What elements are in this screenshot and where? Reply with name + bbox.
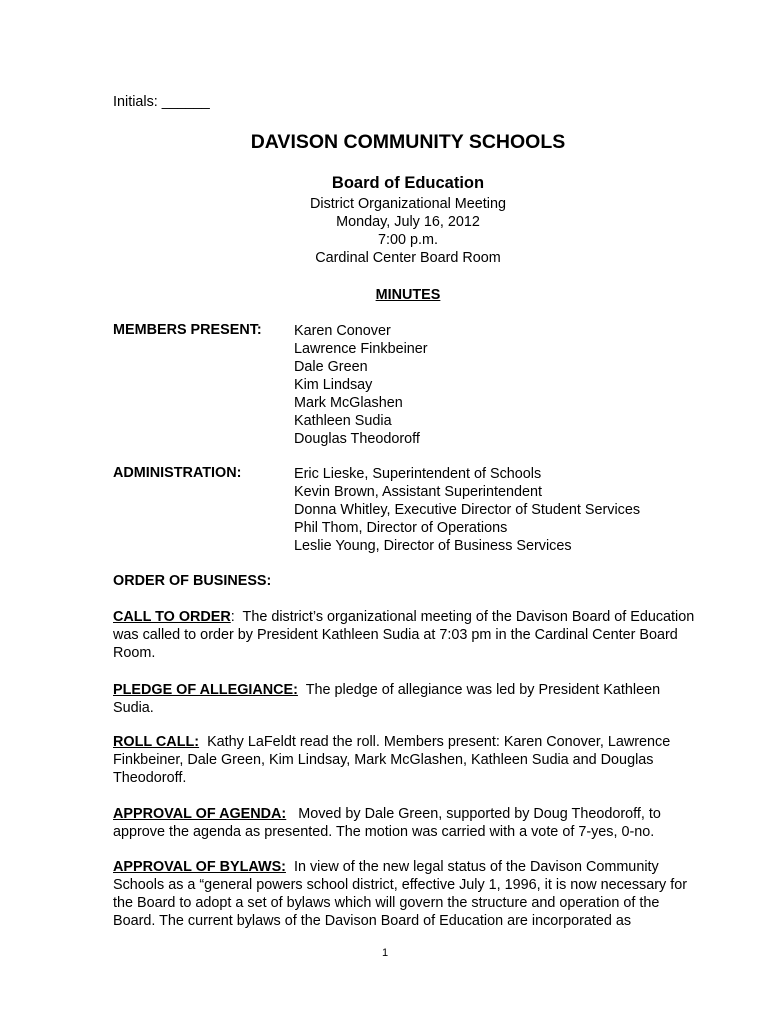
approval-of-agenda-text: Moved by Dale Green, supported by Doug Theodoroff, to approve the agenda as presented. The motion was carried with a vote of 7-yes, 0-no.	[113, 806, 661, 840]
meeting-time: 7:00 p.m.	[378, 232, 438, 248]
member-name: Dale Green	[294, 359, 368, 375]
call-to-order-paragraph	[113, 608, 698, 662]
pledge-paragraph	[113, 681, 698, 717]
meeting-date: Monday, July 16, 2012	[336, 214, 480, 230]
member-name: Kim Lindsay	[294, 377, 373, 393]
approval-of-agenda-heading: APPROVAL OF AGENDA:	[113, 806, 287, 822]
separator	[286, 806, 298, 822]
administrator-entry: Phil Thom, Director of Operations	[294, 520, 508, 536]
administrator-entry: Kevin Brown, Assistant Superintendent	[294, 484, 542, 500]
members-present-label: MEMBERS PRESENT:	[113, 322, 262, 338]
pledge-heading: PLEDGE OF ALLEGIANCE:	[113, 682, 298, 698]
member-name: Douglas Theodoroff	[294, 431, 420, 447]
call-to-order-heading: CALL TO ORDER	[113, 609, 231, 625]
order-of-business-heading: ORDER OF BUSINESS:	[113, 573, 272, 589]
member-name: Lawrence Finkbeiner	[294, 341, 428, 357]
page-number: 1	[381, 947, 389, 959]
pledge-text: The pledge of allegiance was led by President Kathleen Sudia.	[113, 682, 661, 716]
members-present-list	[294, 322, 428, 448]
separator	[286, 859, 294, 875]
meeting-info	[0, 195, 770, 267]
roll-call-heading: ROLL CALL:	[113, 734, 200, 750]
roll-call-paragraph	[113, 733, 698, 787]
board-title: Board of Education	[331, 174, 485, 192]
administrator-entry: Eric Lieske, Superintendent of Schools	[294, 466, 542, 482]
meeting-location: Cardinal Center Board Room	[315, 250, 501, 266]
approval-of-bylaws-heading: APPROVAL OF BYLAWS:	[113, 859, 286, 875]
administration-label: ADMINISTRATION:	[113, 465, 242, 481]
approval-of-bylaws-text: In view of the new legal status of the Davison Community Schools as a “general powers school district, effective July 1, 1996, it is now necessary for the Board to adopt a set of bylaws which will govern the structure and operation of the Board. The current bylaws of the Davison Board of Education are incorporated as	[113, 859, 688, 929]
meeting-type: District Organizational Meeting	[310, 196, 506, 212]
member-name: Kathleen Sudia	[294, 413, 392, 429]
separator	[199, 734, 207, 750]
member-name: Karen Conover	[294, 323, 391, 339]
call-to-order-text: The district’s organizational meeting of the Davison Board of Education was called to order by President Kathleen Sudia at 7:03 pm in the Cardinal Center Board Room.	[113, 609, 695, 661]
organization-title: DAVISON COMMUNITY SCHOOLS	[250, 131, 566, 153]
approval-of-bylaws-paragraph	[113, 858, 698, 930]
member-name: Mark McGlashen	[294, 395, 403, 411]
separator: :	[230, 609, 243, 625]
roll-call-text: Kathy LaFeldt read the roll. Members present: Karen Conover, Lawrence Finkbeiner, Dale Green, Kim Lindsay, Mark McGlashen, Kathleen Sudia and Douglas Theodoroff.	[113, 734, 671, 786]
approval-of-agenda-paragraph	[113, 805, 698, 841]
administrator-entry: Donna Whitley, Executive Director of Student Services	[294, 502, 641, 518]
separator	[298, 682, 306, 698]
administrator-entry: Leslie Young, Director of Business Services	[294, 538, 572, 554]
minutes-heading: MINUTES	[375, 287, 441, 303]
administration-list	[294, 465, 640, 555]
initials-line: Initials: ______	[113, 94, 210, 110]
